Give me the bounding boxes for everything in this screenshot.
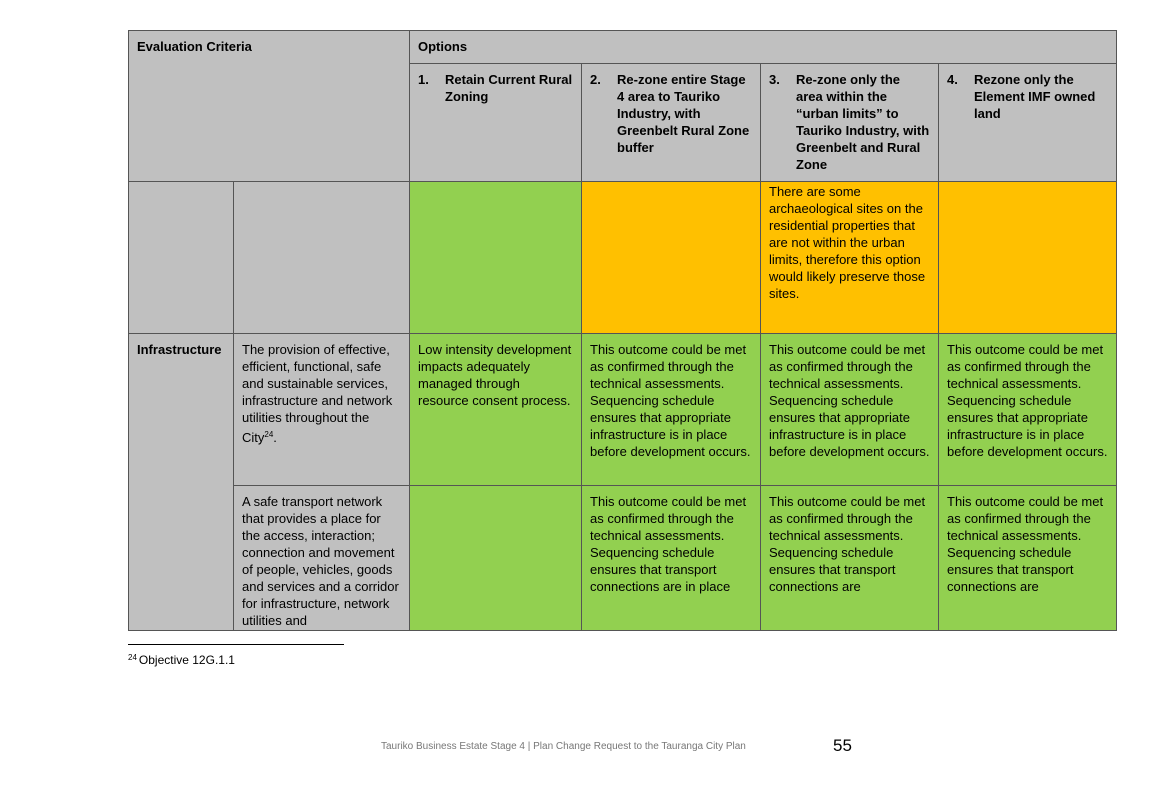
transport-option-4-text: This outcome could be met as confirmed through the technical assessments. Sequencing schedule ensures that transport connections are xyxy=(947,494,1104,594)
option-2-number: 2. xyxy=(590,72,601,87)
transport-criterion-text: A safe transport network that provides a place for the access, interaction; connection and movement of people, vehicles, goods and services and a corridor for infrastructure, network utilities and xyxy=(242,494,399,628)
transport-option-3-text: This outcome could be met as confirmed through the technical assessments. Sequencing schedule ensures that transport connections are xyxy=(769,494,926,594)
transport-option-4-cell xyxy=(938,485,1117,631)
criterion-1-end-punctuation: . xyxy=(273,430,277,445)
category-cell-continued xyxy=(128,181,234,334)
option-1-label: Retain Current Rural Zoning xyxy=(445,72,573,104)
transport-option-2-text: This outcome could be met as confirmed through the technical assessments. Sequencing schedule ensures that transport connections are in place xyxy=(590,494,747,594)
option-4-header xyxy=(938,63,1117,182)
option-3-archaeology-cell xyxy=(760,181,939,334)
footnote-number: 24 xyxy=(128,653,137,662)
transport-criterion-cell xyxy=(233,485,410,631)
option-4-label: Rezone only the Element IMF owned land xyxy=(974,72,1096,121)
evaluation-criteria-label: Evaluation Criteria xyxy=(137,39,252,54)
page-footer-title: Tauriko Business Estate Stage 4 | Plan Change Request to the Tauranga City Plan xyxy=(381,741,746,752)
footnote-text: Objective 12G.1.1 xyxy=(138,653,235,667)
criterion-cell-continued xyxy=(233,181,410,334)
infrastructure-option-3-cell xyxy=(760,333,939,486)
infrastructure-category-cell xyxy=(128,333,234,631)
transport-option-2-cell xyxy=(581,485,761,631)
options-label: Options xyxy=(418,39,468,54)
infrastructure-criterion-1-text: The provision of effective, efficient, functional, safe and sustainable services, infrastructure and network utilities throughout the City xyxy=(242,342,393,445)
infrastructure-option-3-text: This outcome could be met as confirmed through the technical assessments. Sequencing schedule ensures that appropriate infrastructure is in place before development occurs. xyxy=(769,342,930,459)
transport-option-3-cell xyxy=(760,485,939,631)
infrastructure-criterion-1-cell xyxy=(233,333,410,486)
option-3-label: Re-zone only the area within the “urban limits” to Tauriko Industry, with Greenbelt and Rural Zone xyxy=(796,72,930,172)
infrastructure-option-4-text: This outcome could be met as confirmed through the technical assessments. Sequencing schedule ensures that appropriate infrastructure is in place before development occurs. xyxy=(947,342,1108,459)
option-3-number: 3. xyxy=(769,72,780,87)
option-2-label: Re-zone entire Stage 4 area to Tauriko Industry, with Greenbelt Rural Zone buffer xyxy=(617,72,750,155)
footnote-separator xyxy=(128,644,344,645)
infrastructure-option-2-cell xyxy=(581,333,761,486)
option-2-header xyxy=(581,63,761,182)
options-header xyxy=(409,30,1117,64)
option-1-archaeology-cell xyxy=(409,181,582,334)
infrastructure-option-4-cell xyxy=(938,333,1117,486)
option-2-archaeology-cell xyxy=(581,181,761,334)
option-4-archaeology-cell xyxy=(938,181,1117,334)
infrastructure-option-1-text: Low intensity development impacts adequately managed through resource consent process. xyxy=(418,342,572,408)
option-1-header xyxy=(409,63,582,182)
footnote xyxy=(128,650,235,668)
footnote-reference: 24 xyxy=(264,430,274,439)
evaluation-criteria-header xyxy=(128,30,410,182)
option-4-number: 4. xyxy=(947,72,958,87)
option-3-archaeology-text: There are some archaeological sites on the residential properties that are not within the urban limits, therefore this option would likely preserve those sites. xyxy=(769,184,926,301)
infrastructure-category-label: Infrastructure xyxy=(137,342,222,357)
infrastructure-option-1-cell xyxy=(409,333,582,486)
infrastructure-option-2-text: This outcome could be met as confirmed through the technical assessments. Sequencing schedule ensures that appropriate infrastructure is in place before development occurs. xyxy=(590,342,751,459)
page-number: 55 xyxy=(833,736,852,755)
option-1-number: 1. xyxy=(418,72,429,87)
transport-option-1-cell xyxy=(409,485,582,631)
option-3-header xyxy=(760,63,939,182)
